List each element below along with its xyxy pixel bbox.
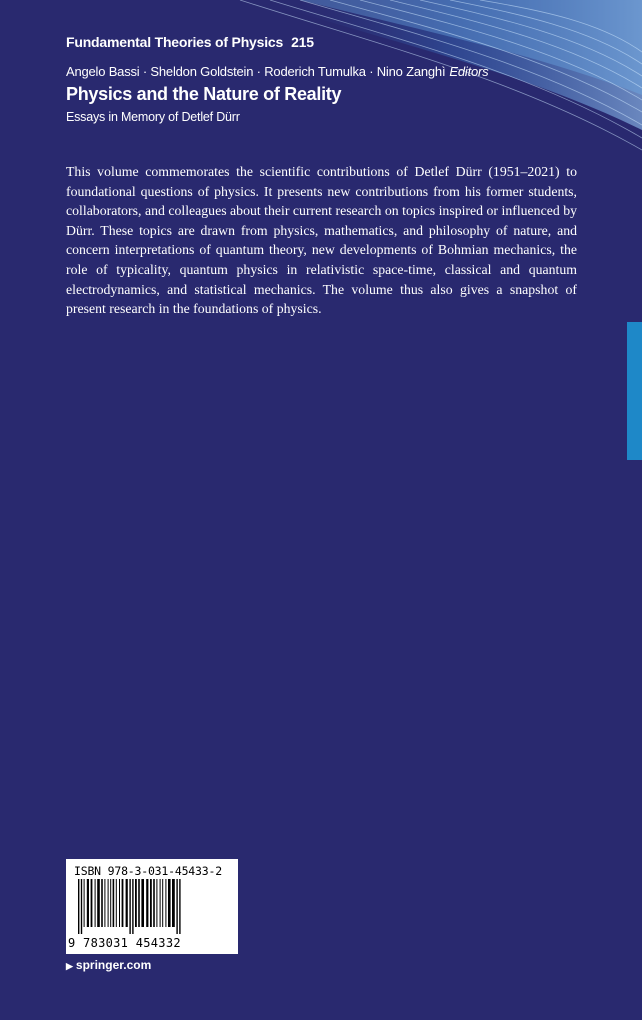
barcode-bar <box>146 879 148 927</box>
barcode-bar <box>119 879 120 927</box>
barcode-bar <box>129 879 130 934</box>
barcode-bar <box>150 879 152 927</box>
barcode-bar <box>78 879 79 934</box>
isbn-label: ISBN 978-3-031-45433-2 <box>74 864 222 878</box>
barcode-bar <box>132 879 133 934</box>
barcode-bar <box>176 879 177 934</box>
series-name: Fundamental Theories of Physics <box>66 34 284 50</box>
series-number: 215 <box>291 34 314 50</box>
barcode-bar <box>153 879 155 927</box>
barcode-bar <box>87 879 89 927</box>
blurb-text: This volume commemorates the scientific contributions of Detlef Dürr (1951–2021) to foundational questions of physics. It presents new contributions from his former students, collaborators, and colleagues about their current research on topics inspired or influenced by Dürr. These topics are drawn from physics, mathematics, and philosophy of nature, and concern interpretations of quantum theory, new developments of Bohmian mechanics, the role of typicality, quantum physics in relativistic space-time, classical and quantum electrodynamics, and statistical mechanics. The volume thus also gives a snapshot of present research in the foundations of physics. <box>66 164 577 317</box>
editors-role: Editors <box>449 64 489 79</box>
barcode-bar <box>104 879 105 927</box>
barcode-bar <box>101 879 103 927</box>
barcode-bar <box>110 879 111 927</box>
barcode-bar <box>138 879 140 927</box>
book-title: Physics and the Nature of Reality <box>66 84 342 104</box>
series-line <box>66 34 314 50</box>
barcode-bar <box>141 879 144 927</box>
barcode-bar <box>165 879 166 927</box>
barcode-bar <box>81 879 82 934</box>
barcode-bar <box>179 879 180 934</box>
publisher-link[interactable] <box>66 958 151 972</box>
barcode-bar <box>84 879 85 927</box>
barcode-bar <box>160 879 161 927</box>
barcode-bar <box>162 879 163 927</box>
barcode-bar <box>91 879 93 927</box>
barcode-bar <box>108 879 109 927</box>
barcode-bar <box>126 879 128 927</box>
barcode-bars <box>76 879 232 934</box>
publisher-url: springer.com <box>75 958 152 972</box>
triangle-right-icon: ▶ <box>66 961 73 971</box>
barcode-digits: 9 783031 454332 <box>68 936 181 950</box>
barcode-bar <box>122 879 124 927</box>
editors-line <box>66 64 488 79</box>
barcode-box <box>66 859 238 954</box>
barcode-bar <box>156 879 157 927</box>
barcode-bar <box>116 879 117 927</box>
accent-strip <box>627 322 642 460</box>
editor-names: Angelo Bassi · Sheldon Goldstein · Roderich Tumulka · Nino Zanghì <box>66 64 446 79</box>
barcode-bar <box>97 879 100 927</box>
barcode-bar <box>135 879 137 927</box>
barcode-bar <box>95 879 96 927</box>
barcode-bar <box>172 879 175 927</box>
barcode-bar <box>113 879 115 927</box>
barcode-bar <box>168 879 171 927</box>
book-subtitle: Essays in Memory of Detlef Dürr <box>66 110 240 124</box>
